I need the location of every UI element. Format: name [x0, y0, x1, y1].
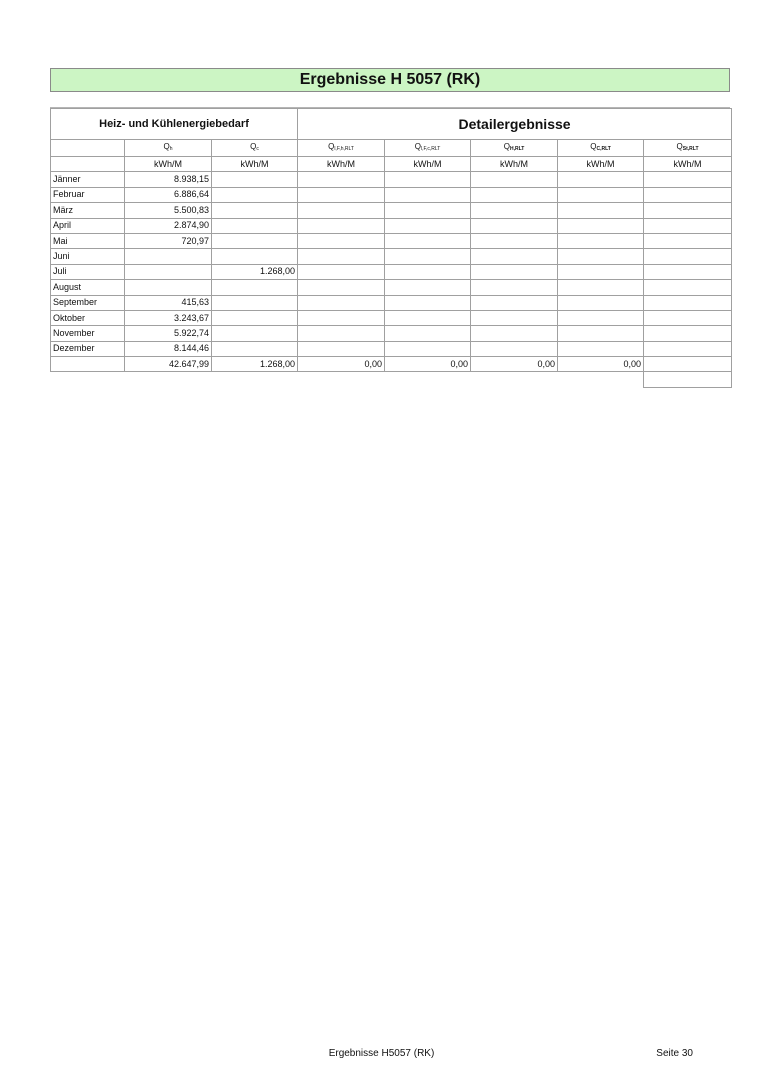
month-label: September: [51, 295, 125, 310]
table-cell: [471, 172, 558, 187]
table-cell: [644, 326, 732, 341]
table-cell: [644, 172, 732, 187]
table-cell: [125, 280, 212, 295]
total-cell: 0,00: [471, 357, 558, 372]
total-cell: 1.268,00: [212, 357, 298, 372]
table-cell: [212, 187, 298, 202]
column-unit-0: kWh/M: [125, 157, 212, 172]
totals-row: [51, 357, 732, 372]
table-cell: [644, 295, 732, 310]
table-cell: [471, 310, 558, 325]
month-label: November: [51, 326, 125, 341]
column-symbol-subscript: St,RLT: [682, 146, 699, 152]
table-cell: [298, 341, 385, 356]
table-row: [51, 172, 732, 187]
total-cell: 0,00: [298, 357, 385, 372]
table-cell: [558, 233, 644, 248]
month-label: August: [51, 280, 125, 295]
trailing-empty: [125, 372, 212, 387]
table-cell: 5.922,74: [125, 326, 212, 341]
table-cell: [385, 264, 471, 279]
table-cell: [558, 280, 644, 295]
table-cell: 2.874,90: [125, 218, 212, 233]
table-cell: 8.144,46: [125, 341, 212, 356]
month-label: Juni: [51, 249, 125, 264]
trailing-empty: [558, 372, 644, 387]
total-cell: 0,00: [385, 357, 471, 372]
table-cell: [558, 295, 644, 310]
table-cell: [644, 218, 732, 233]
table-row: [51, 203, 732, 218]
table-cell: [298, 233, 385, 248]
totals-label-empty: [51, 357, 125, 372]
table-cell: [558, 249, 644, 264]
table-cell: [644, 203, 732, 218]
table-cell: 720,97: [125, 233, 212, 248]
total-cell: 42.647,99: [125, 357, 212, 372]
table-cell: [212, 233, 298, 248]
table-row: [51, 326, 732, 341]
table-cell: [298, 280, 385, 295]
table-cell: [385, 233, 471, 248]
unit-header-empty: [51, 157, 125, 172]
trailing-empty: [51, 372, 125, 387]
column-symbol-3: [385, 140, 471, 157]
table-cell: [471, 264, 558, 279]
table-cell: [644, 341, 732, 356]
column-symbol-5: [558, 140, 644, 157]
table-cell: [212, 218, 298, 233]
column-unit-6: kWh/M: [644, 157, 732, 172]
page-title: [50, 68, 730, 92]
table-cell: [125, 264, 212, 279]
trailing-empty: [385, 372, 471, 387]
column-symbol-subscript: l,F,c,RLT: [420, 146, 441, 152]
table-cell: [558, 341, 644, 356]
symbol-header-empty: [51, 140, 125, 157]
table-cell: [212, 249, 298, 264]
month-label: Mai: [51, 233, 125, 248]
table-cell: [644, 280, 732, 295]
table-cell: 6.886,64: [125, 187, 212, 202]
table-row: [51, 310, 732, 325]
table-cell: [558, 172, 644, 187]
table-cell: [471, 218, 558, 233]
column-symbol-1: [212, 140, 298, 157]
column-symbol-subscript: H,RLT: [509, 146, 525, 152]
table-cell: [385, 280, 471, 295]
table-cell: [298, 218, 385, 233]
table-cell: [212, 310, 298, 325]
table-cell: [385, 326, 471, 341]
trailing-cell: [644, 372, 732, 387]
table-cell: [212, 280, 298, 295]
table-cell: [298, 295, 385, 310]
column-symbol-base: Q: [503, 142, 510, 151]
table-cell: [298, 187, 385, 202]
column-symbol-base: Q: [163, 142, 170, 151]
footer-document-label: Ergebnisse H5057 (RK): [328, 1048, 435, 1059]
column-symbol-subscript: C,RLT: [596, 146, 611, 152]
table-cell: [385, 187, 471, 202]
table-cell: [385, 218, 471, 233]
page-title-text: Ergebnisse H 5057 (RK): [299, 71, 481, 88]
table-cell: [471, 326, 558, 341]
group-header-details: Detailergebnisse: [298, 109, 732, 140]
total-cell: [644, 357, 732, 372]
table-cell: [212, 326, 298, 341]
trailing-row: [51, 372, 732, 387]
table-cell: [385, 310, 471, 325]
month-label: Februar: [51, 187, 125, 202]
results-table: [50, 108, 732, 388]
table-cell: [558, 187, 644, 202]
table-cell: [471, 280, 558, 295]
column-symbol-base: Q: [590, 142, 597, 151]
table-cell: [385, 249, 471, 264]
column-unit-3: kWh/M: [385, 157, 471, 172]
trailing-empty: [298, 372, 385, 387]
table-cell: [212, 295, 298, 310]
column-symbol-subscript: l,F,h,RLT: [334, 146, 354, 152]
table-cell: [298, 249, 385, 264]
group-header-row: [51, 109, 732, 140]
table-cell: [558, 326, 644, 341]
table-cell: [471, 249, 558, 264]
month-label: Dezember: [51, 341, 125, 356]
group-header-heating-cooling: Heiz- und Kühlenergiebedarf: [51, 109, 298, 140]
column-symbol-0: [125, 140, 212, 157]
table-cell: 415,63: [125, 295, 212, 310]
table-cell: [385, 172, 471, 187]
table-row: [51, 295, 732, 310]
column-symbol-base: Q: [414, 142, 421, 151]
column-unit-5: kWh/M: [558, 157, 644, 172]
column-unit-2: kWh/M: [298, 157, 385, 172]
table-cell: [298, 203, 385, 218]
symbol-header-row: [51, 140, 732, 157]
table-cell: 8.938,15: [125, 172, 212, 187]
table-cell: 1.268,00: [212, 264, 298, 279]
table-cell: [385, 203, 471, 218]
table-cell: [644, 249, 732, 264]
column-symbol-2: [298, 140, 385, 157]
total-cell: 0,00: [558, 357, 644, 372]
table-cell: [644, 187, 732, 202]
column-symbol-base: Q: [676, 142, 683, 151]
month-label: April: [51, 218, 125, 233]
table-cell: [558, 310, 644, 325]
table-row: [51, 249, 732, 264]
table-cell: [644, 233, 732, 248]
table-row: [51, 264, 732, 279]
column-symbol-base: Q: [250, 142, 257, 151]
table-cell: [644, 310, 732, 325]
month-label: Juli: [51, 264, 125, 279]
table-row: [51, 187, 732, 202]
table-cell: [298, 172, 385, 187]
table-cell: [125, 249, 212, 264]
column-symbol-6: [644, 140, 732, 157]
trailing-empty: [471, 372, 558, 387]
table-cell: [644, 264, 732, 279]
table-cell: [212, 341, 298, 356]
unit-header-row: [51, 157, 732, 172]
table-cell: [558, 264, 644, 279]
table-cell: [558, 203, 644, 218]
table-row: [51, 218, 732, 233]
table-cell: [385, 295, 471, 310]
table-cell: [471, 233, 558, 248]
table-row: [51, 341, 732, 356]
column-unit-1: kWh/M: [212, 157, 298, 172]
table-cell: 5.500,83: [125, 203, 212, 218]
table-cell: [471, 341, 558, 356]
table-cell: [385, 341, 471, 356]
trailing-empty: [212, 372, 298, 387]
column-symbol-base: Q: [328, 142, 335, 151]
column-symbol-subscript: c: [256, 146, 259, 152]
column-symbol-subscript: h: [169, 146, 173, 152]
table-row: [51, 280, 732, 295]
table-cell: [298, 310, 385, 325]
table-cell: [471, 295, 558, 310]
table-cell: [298, 326, 385, 341]
month-label: Jänner: [51, 172, 125, 187]
table-cell: [558, 218, 644, 233]
table-cell: [212, 172, 298, 187]
month-label: Oktober: [51, 310, 125, 325]
table-cell: [298, 264, 385, 279]
table-cell: [471, 203, 558, 218]
results-table-body: [51, 109, 732, 388]
table-cell: [471, 187, 558, 202]
footer-page-number: Seite 30: [656, 1048, 693, 1059]
column-unit-4: kWh/M: [471, 157, 558, 172]
table-cell: [212, 203, 298, 218]
column-symbol-4: [471, 140, 558, 157]
table-cell: 3.243,67: [125, 310, 212, 325]
table-row: [51, 233, 732, 248]
month-label: März: [51, 203, 125, 218]
